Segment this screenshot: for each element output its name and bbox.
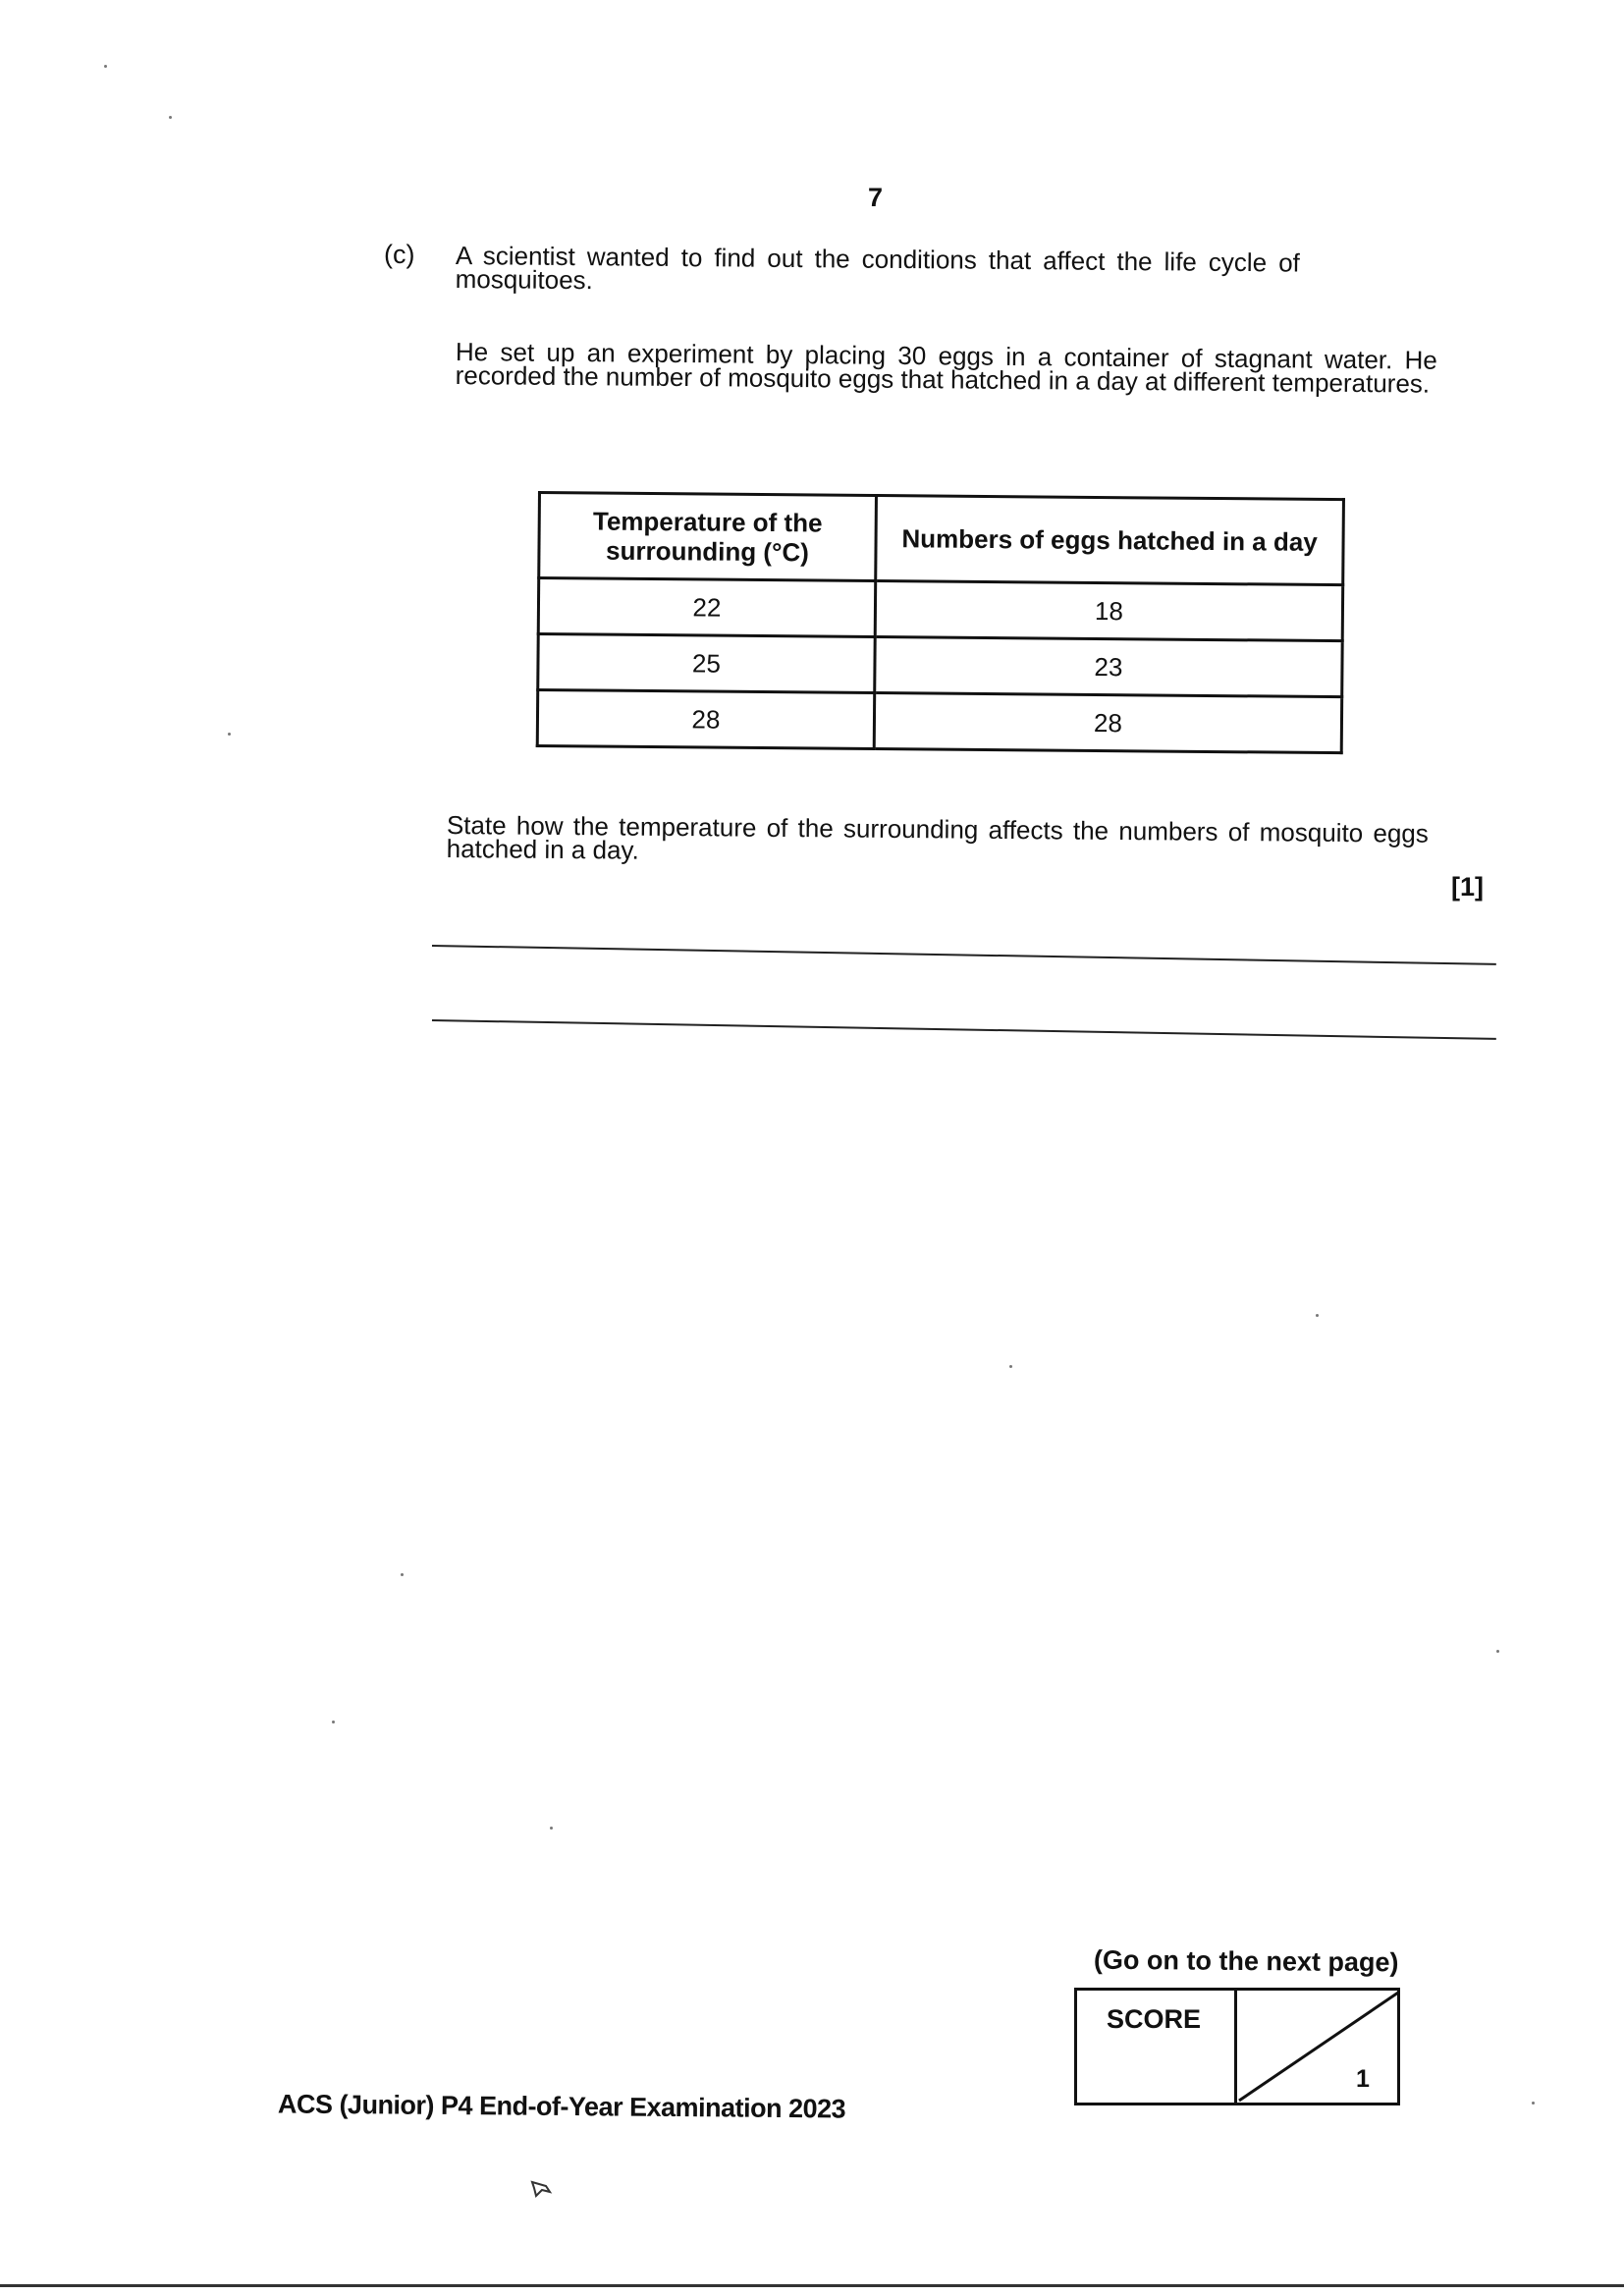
scan-speck <box>1316 1314 1319 1317</box>
table-row <box>538 634 1342 697</box>
score-max-marks: 1 <box>1356 2065 1370 2093</box>
table-row <box>537 690 1341 753</box>
question-intro: A scientist wanted to find out the conditions that affect the life cycle of mosquitoes. <box>455 241 1300 296</box>
answer-line[interactable] <box>432 945 1496 965</box>
scan-speck <box>104 65 107 68</box>
question-label: (c) <box>384 240 415 269</box>
table-cell-temperature: 28 <box>537 690 874 749</box>
score-diagonal-line <box>1237 1991 1400 2103</box>
table-header-temperature: Temperature of the surrounding (°C) <box>539 493 877 581</box>
scan-speck <box>550 1827 553 1830</box>
question-prompt: State how the temperature of the surrounding affects the numbers of mosquito eggs hatched in a day. <box>446 810 1429 865</box>
score-label: SCORE <box>1107 2004 1202 2034</box>
answer-line[interactable] <box>432 1019 1496 1040</box>
scan-speck <box>332 1721 335 1723</box>
results-table <box>536 491 1345 754</box>
question-setup: He set up an experiment by placing 30 eggs in a container of stagnant water. He recorded the number of mosquito eggs that hatched in a day at different temperatures. <box>455 337 1437 399</box>
scan-speck <box>401 1573 404 1576</box>
marks-indicator: [1] <box>1451 872 1484 902</box>
scan-speck <box>1496 1650 1499 1653</box>
table-cell-temperature: 25 <box>538 634 875 693</box>
table-row <box>538 578 1342 641</box>
score-box <box>1074 1988 1400 2105</box>
scan-speck <box>169 116 172 119</box>
table-header-eggs-hatched: Numbers of eggs hatched in a day <box>876 496 1344 585</box>
pen-mark-icon <box>528 2176 554 2202</box>
go-on-notice: (Go on to the next page) <box>1093 1944 1399 1978</box>
table-cell-temperature: 22 <box>538 578 875 637</box>
exam-footer: ACS (Junior) P4 End-of-Year Examination 2023 <box>277 2089 846 2124</box>
table-header-row <box>539 493 1344 585</box>
scan-speck <box>1532 2102 1535 2105</box>
scan-speck <box>228 733 231 736</box>
page-bottom-rule <box>0 2284 1624 2287</box>
page-number: 7 <box>868 183 884 212</box>
table-cell-eggs-hatched: 18 <box>875 581 1342 641</box>
table-cell-eggs-hatched: 23 <box>875 637 1342 697</box>
table-cell-eggs-hatched: 28 <box>874 692 1341 752</box>
scan-speck <box>1009 1365 1012 1368</box>
